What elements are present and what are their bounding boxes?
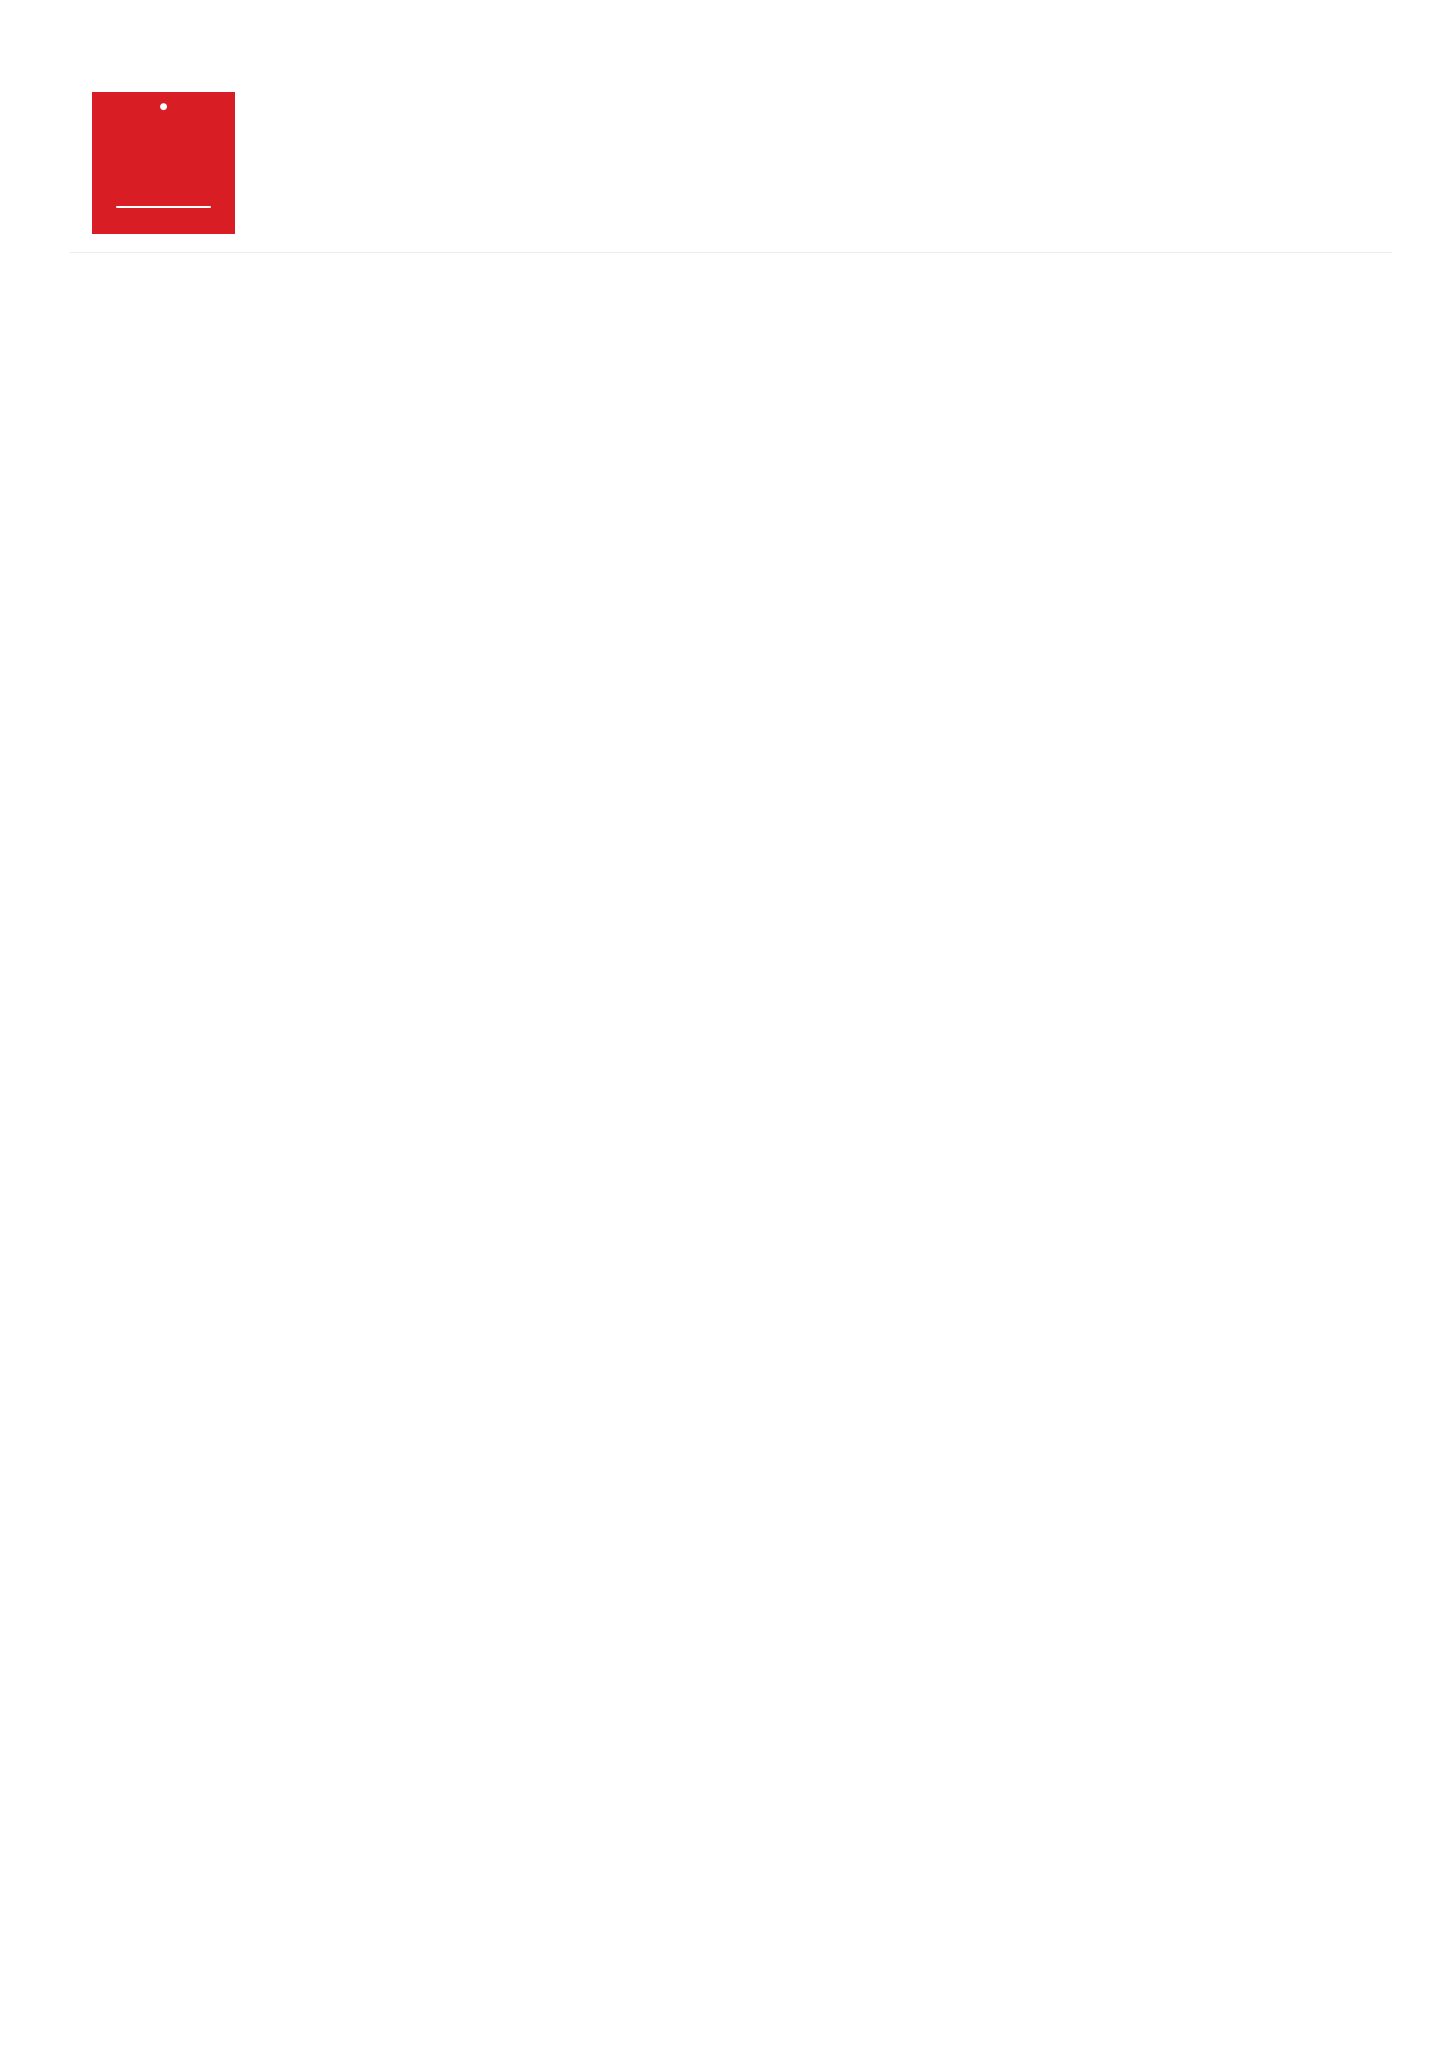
site-logo[interactable] xyxy=(92,92,235,234)
logo-underline xyxy=(116,206,211,208)
star-icon: ● xyxy=(159,102,168,112)
dialogue-list xyxy=(92,253,1012,272)
scroll-to-top-chevron-icon[interactable] xyxy=(1326,1924,1352,1950)
print-footer xyxy=(0,2006,1447,2032)
print-header xyxy=(0,36,1447,62)
